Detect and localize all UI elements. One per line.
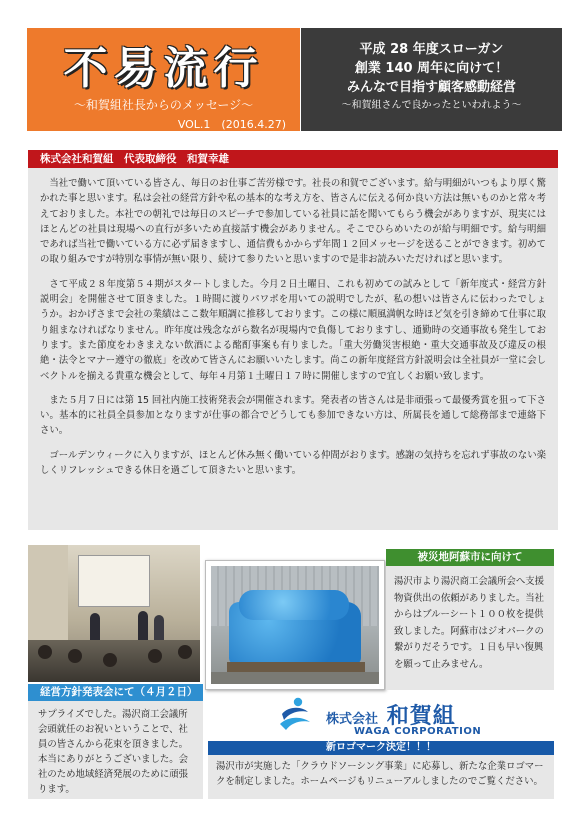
meeting-caption-heading: 経営方針発表会にて（４月２日） bbox=[28, 684, 203, 701]
message-paragraph: ゴールデンウィークに入りますが、ほとんど休み無く働いている仲間がおります。感謝の気持ちを忘れず事故のない楽しくリフレッシュできる休日を過ごして頂きたいと思います。 bbox=[40, 449, 546, 477]
newsletter-title: 不易流行 bbox=[63, 43, 264, 94]
pallet bbox=[227, 662, 365, 672]
blue-sheet-photo bbox=[205, 560, 385, 690]
new-logo-heading: 新ロゴマーク決定！！！ bbox=[208, 741, 554, 755]
masthead bbox=[27, 28, 300, 131]
audience-head bbox=[38, 645, 52, 659]
newsletter-subtitle: ～和賀組社長からのメッセージ～ bbox=[73, 98, 254, 112]
company-english-name: WAGA CORPORATION bbox=[354, 726, 482, 737]
slogan-line-2: 創業 140 周年に向けて！ bbox=[354, 61, 509, 76]
audience-head bbox=[178, 645, 192, 659]
slogan-panel bbox=[301, 28, 562, 131]
audience-head bbox=[103, 653, 117, 667]
message-paragraph: さて平成２８年度第５４期がスタートしました。今月２日土曜日、これも初めての試みとして「新年度式・経営方針説明会」を開催させて頂きました。１時間に渡りパワポを用いての説明でしたが、私の想いは皆さんに伝わったでしょうか。おかげさまで会社の業績はここ数年順調に推移しております。この様に順風満帆な時ほど気を引き締めて仕事に取り組まなければなりません。昨年度は残念ながら数名が現場内で負傷しておりますし、通勤時の交通事故も発生しております。また節度をわきまえない飲酒による酩酊事案も有りました。「重大労働災害根絶・重大交通事故及び違反の根絶・法令とマナー遵守の徹底」を改めて皆さんにお願いいたします。尚この新年度経営方針説明会は全社員が一堂に会しベクトルを揃える貴重な機会として、毎年４月第１土曜日１７時に開催しますので宜しくお願い致します。 bbox=[40, 278, 546, 382]
photo-content bbox=[211, 566, 379, 684]
audience-head bbox=[68, 649, 82, 663]
projector-screen bbox=[78, 555, 150, 607]
company-prefix: 株式会社 bbox=[326, 712, 379, 727]
aso-body: 湯沢市より湯沢商工会議所会へ支援物資供出の依頼がありました。当社からはブルーシート１００枚を提供致しました。阿蘇市はジオパークの繋がりだそうです。１日も早い復興を願って止みません。 bbox=[386, 566, 554, 690]
volume-date: VOL.1 (2016.4.27) bbox=[177, 118, 286, 131]
ground bbox=[211, 672, 379, 684]
message-body bbox=[28, 168, 558, 530]
aso-heading: 被災地阿蘇市に向けて bbox=[386, 549, 554, 566]
audience-head bbox=[148, 649, 162, 663]
slogan-line-1: 平成 28 年度スローガン bbox=[359, 42, 504, 57]
new-logo-body: 湯沢市が実施した「クラウドソーシング事業」に応募し、新たな企業ロゴマークを制定しました。ホームページもリニューアルしましたのでご覧ください。 bbox=[208, 755, 554, 799]
message-author-heading: 株式会社和賀組 代表取締役 和賀幸雄 bbox=[28, 150, 558, 168]
company-logo bbox=[270, 692, 500, 738]
message-paragraph: また５月７日には第 15 回社内施工技術発表会が開催されます。発表者の皆さんは是非頑張って最優秀賞を狙って下さい。基本的に社員全員参加となりますが仕事の都合でどうしても参加できない方は、所属長を通して総務部まで連絡下さい。 bbox=[40, 394, 546, 437]
message-paragraph: 当社で働いて頂いている皆さん、毎日のお仕事ご苦労様です。社長の和賀でございます。給与明細がいつもより厚く驚かれた事と思います。私は会社の経営方針や私の基本的な考え方を、皆さんに伝える何か良い方法は無いものかと常々考えておりました。本社での朝礼では毎日のスピーチで参加している社員に話を聞いてもらう機会がありますが、現実にはほとんどの社員は現場への直行が多いため直接話す機会がありません。そこでひらめいたのが給与明細です。給与明細であれば当社で働いている方に必ず届きますし、通信費もかからず年間１２回メッセージを送ることができます。初めての取り組みですが特別な事情が無い限り、続けて参りたいと思いますので是非お読みいただければと思います。 bbox=[40, 178, 546, 266]
company-main-name: 和賀組 bbox=[386, 704, 456, 729]
meeting-photo bbox=[28, 545, 200, 682]
meeting-caption-body: サプライズでした。湯沢商工会議所会頭就任のお祝いということで、社員の皆さんから花束を頂きました。本当にありがとうございました。会社のため地域経済発展のために頑張ります。 bbox=[28, 701, 203, 799]
waga-logo-icon bbox=[278, 696, 312, 732]
slogan-line-3: みんなで目指す顧客感動経営 bbox=[346, 80, 516, 95]
slogan-line-4: ～和賀組さんで良かったといわれよう～ bbox=[341, 100, 522, 111]
blue-tarp-top bbox=[239, 590, 349, 620]
